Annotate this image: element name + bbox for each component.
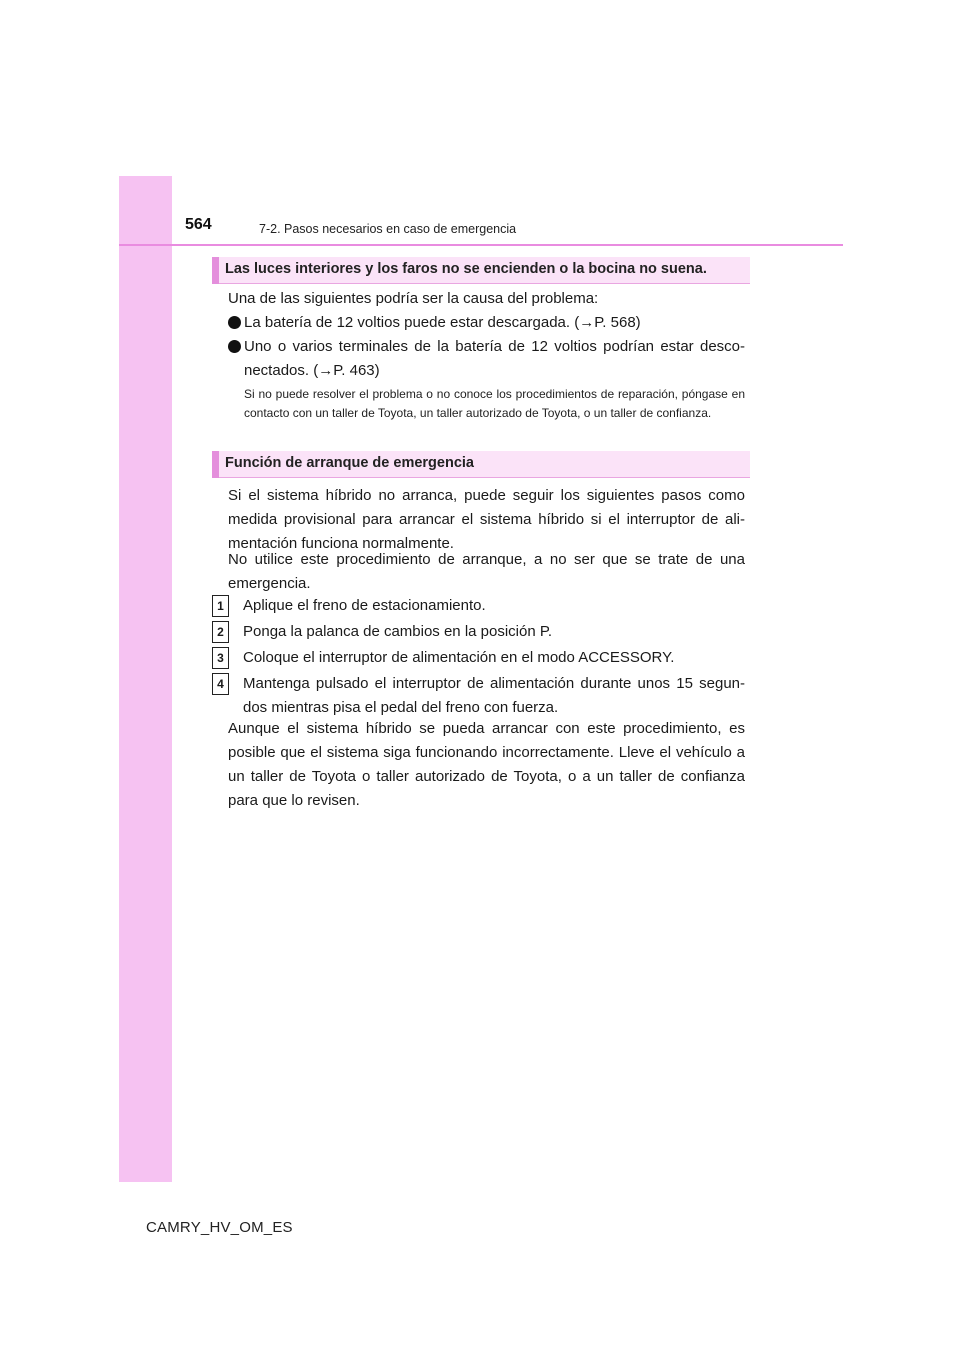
section1-intro: Una de las siguientes podría ser la causa del problema: <box>228 290 599 307</box>
step-number-box: 2 <box>212 621 229 643</box>
step-number-box: 4 <box>212 673 229 695</box>
bullet-dot-icon <box>228 340 241 353</box>
step-item <box>212 594 745 618</box>
chapter-title: 7-2. Pasos necesarios en caso de emergencia <box>259 222 517 236</box>
header-divider <box>119 244 843 246</box>
bullet-dot-icon <box>228 316 241 329</box>
section-accent-bar <box>212 257 219 284</box>
document-code: CAMRY_HV_OM_ES <box>146 1219 293 1236</box>
section2-para1: Si el sistema híbrido no arranca, puede seguir los siguientes pasos como medida provisional para arrancar el sistema híbrido si el interruptor de ali-mentación funciona normalmente. <box>228 487 745 552</box>
step-item <box>212 620 745 644</box>
section1-note: Si no puede resolver el problema o no conoce los procedimientos de reparación, póngase en contacto con un taller de Toyota, un taller autorizado de Toyota, o un taller de confianza. <box>244 387 745 420</box>
step-number-box: 3 <box>212 647 229 669</box>
bullet-text: Uno o varios terminales de la batería de 12 voltios podrían estar desco-nectados. (→P. 463) <box>244 338 745 379</box>
section2-closing: Aunque el sistema híbrido se pueda arrancar con este procedimiento, es posible que el sistema siga funcionando incorrectamente. Lleve el vehículo a un taller de Toyota o taller autorizado de Toyota, o a un taller de confianza para que lo revisen. <box>228 720 745 809</box>
section-heading-text: Las luces interiores y los faros no se encienden o la bocina no suena. <box>225 261 707 277</box>
step-number-box: 1 <box>212 595 229 617</box>
bullet-text: La batería de 12 voltios puede estar descargada. (→P. 568) <box>244 314 641 331</box>
bullet-item <box>228 311 745 335</box>
step-text: Ponga la palanca de cambios en la posición P. <box>243 623 553 640</box>
section-heading-lights <box>212 257 750 284</box>
step-text: Coloque el interruptor de alimentación en el modo ACCESSORY. <box>243 649 675 666</box>
section-heading-text: Función de arranque de emergencia <box>225 455 474 471</box>
section2-para2: No utilice este procedimiento de arranque, a no ser que se trate de una emergencia. <box>228 551 745 592</box>
section-accent-bar <box>212 451 219 478</box>
bullet-item <box>228 335 745 383</box>
step-item <box>212 672 745 720</box>
section-heading-emergency-start <box>212 451 750 478</box>
step-text: Mantenga pulsado el interruptor de alimentación durante unos 15 segun-dos mientras pisa el pedal del freno con fuerza. <box>243 675 745 716</box>
side-tab-strip <box>119 176 172 1182</box>
step-text: Aplique el freno de estacionamiento. <box>243 597 486 614</box>
page-number: 564 <box>185 216 212 233</box>
step-item <box>212 646 745 670</box>
